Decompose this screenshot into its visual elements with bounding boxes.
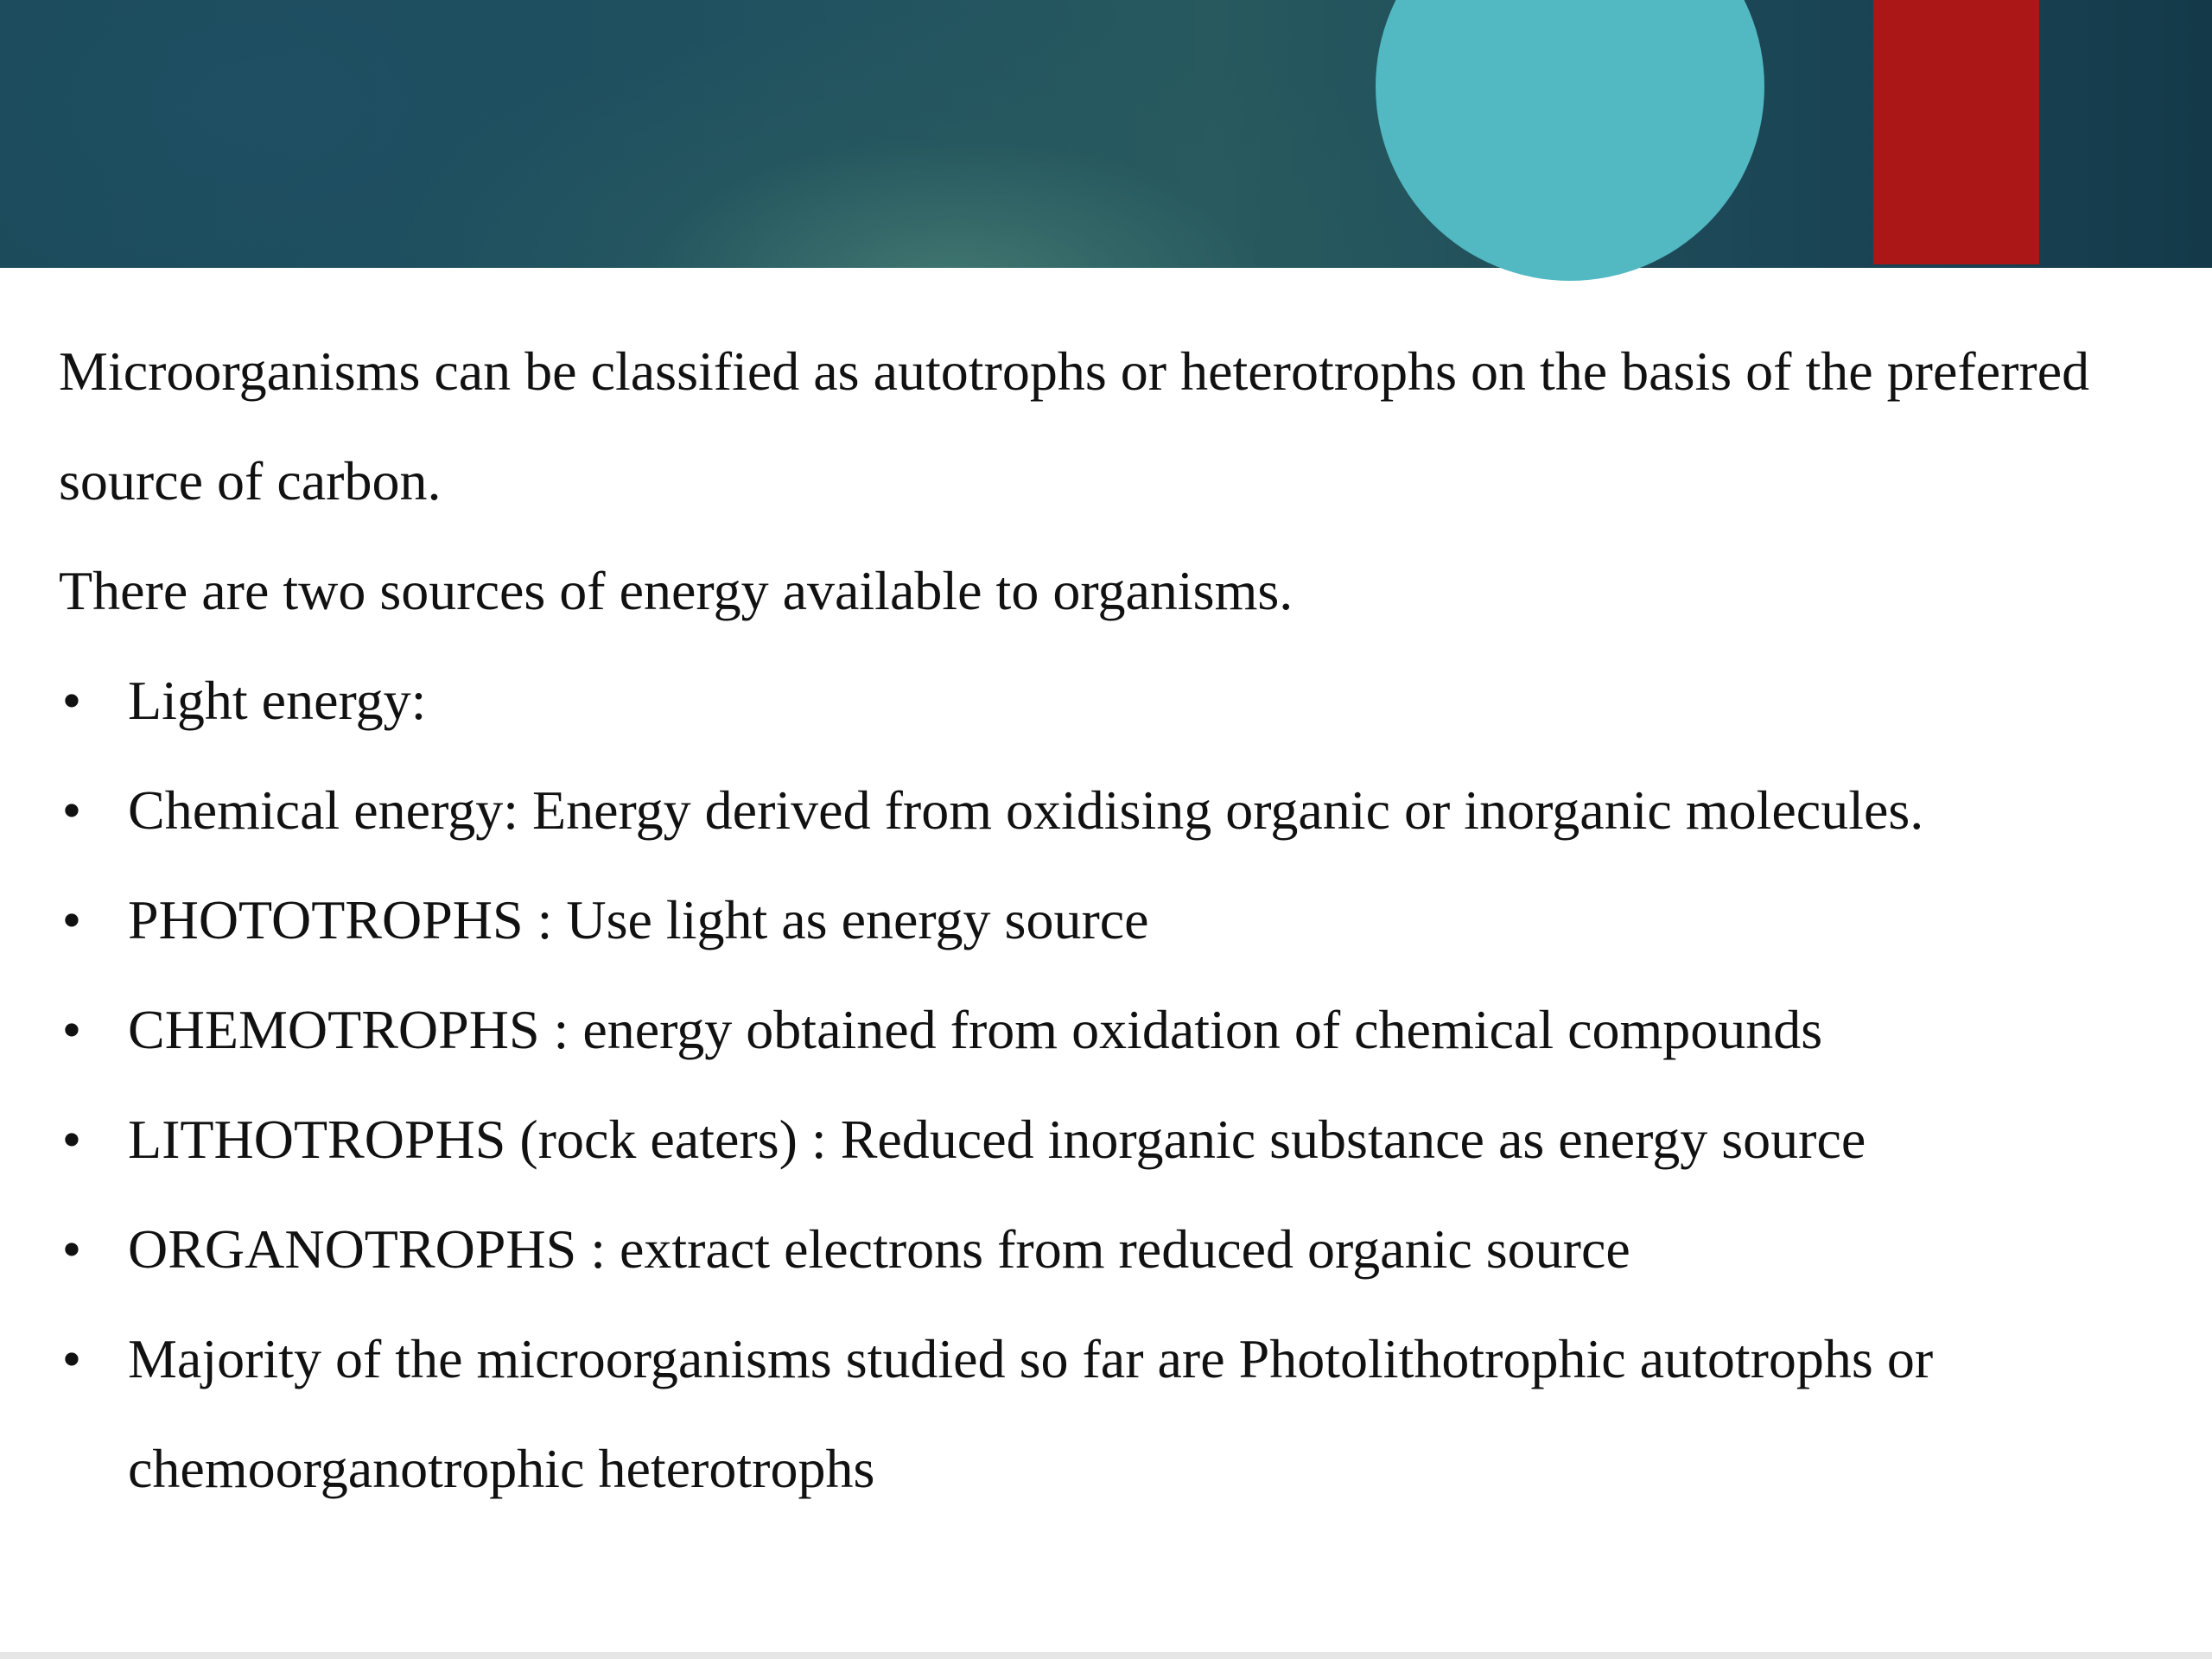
bullet-icon: • [61,1218,82,1280]
bottom-divider [0,1652,2212,1659]
bullet-icon: • [61,889,82,950]
bullet-text: Light energy: [128,670,427,731]
bullet-item-chemical-energy [59,755,2167,865]
bullet-text: ORGANOTROPHS : extract electrons from reduced organic source [128,1218,1630,1280]
bullet-icon: • [61,1328,82,1389]
bullet-icon: • [61,1109,82,1170]
bullet-item-majority [59,1304,2167,1523]
intro-paragraph-carbon: Microorganisms can be classified as autotrophs or heterotrophs on the basis of the preferred source of carbon. [59,340,2090,512]
intro-paragraph-energy: There are two sources of energy available to organisms. [59,560,1294,621]
bullet-icon: • [61,670,82,731]
bullet-text: LITHOTROPHS (rock eaters) : Reduced inorganic substance as energy source [128,1109,1866,1170]
bullet-icon: • [61,999,82,1060]
bullet-list [59,645,2167,1523]
bullet-item-phototrophs [59,865,2167,975]
bullet-item-chemotrophs [59,975,2167,1084]
bullet-text: Chemical energy: Energy derived from oxidising organic or inorganic molecules. [128,779,1924,841]
bullet-text: CHEMOTROPHS : energy obtained from oxidation of chemical compounds [128,999,1823,1060]
bullet-item-lithotrophs [59,1084,2167,1194]
bullet-item-organotrophs [59,1194,2167,1304]
header-banner [0,0,2212,268]
bullet-icon: • [61,779,82,841]
bullet-text: Majority of the microorganisms studied so far are Photolithotrophic autotrophs or chemoorganotrophic heterotrophs [128,1328,1934,1499]
bullet-text: PHOTOTROPHS : Use light as energy source [128,889,1149,950]
decorative-circle [1376,0,1764,281]
bullet-item-light-energy [59,645,2167,755]
decorative-red-bar [1873,0,2039,264]
slide-body [59,316,2167,1523]
